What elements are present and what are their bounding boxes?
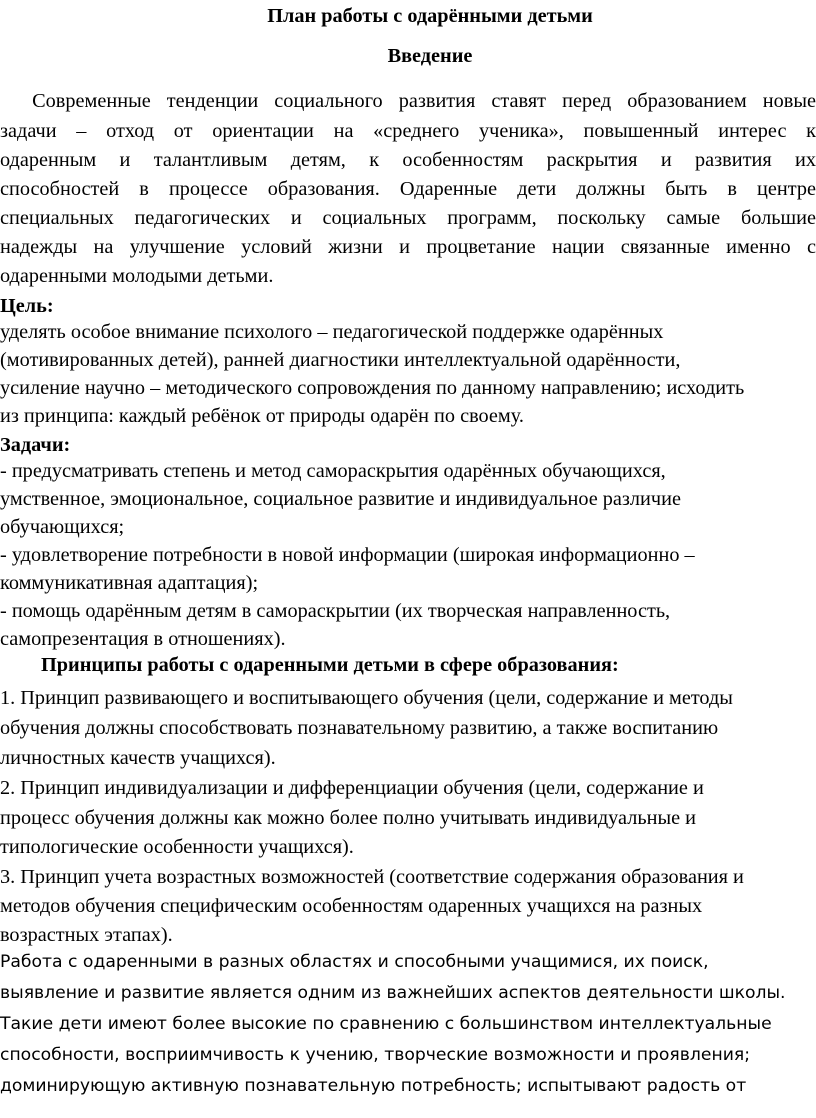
closing-line: выявление и развитие является одним из важнейших аспектов деятельности школы. bbox=[0, 983, 786, 1003]
principle-line: типологические особенности учащихся). bbox=[0, 836, 354, 858]
task-line: - помощь одарённым детям в самораскрытии (их творческая направленность, bbox=[0, 600, 671, 622]
intro-line: способностей в процессе образования. Одаренные дети должны быть в центре bbox=[0, 178, 816, 200]
goal-heading: Цель: bbox=[0, 295, 54, 317]
task-line: - удовлетворение потребности в новой информации (широкая информационно – bbox=[0, 544, 695, 566]
principle-line: 3. Принцип учета возрастных возможностей (соответствие содержания образования и bbox=[0, 866, 744, 888]
principle-line: 1. Принцип развивающего и воспитывающего обучения (цели, содержание и методы bbox=[0, 687, 733, 709]
intro-line: надежды на улучшение условий жизни и процветание нации связанные именно с bbox=[0, 236, 816, 258]
intro-line: специальных педагогических и социальных программ, поскольку самые большие bbox=[0, 207, 816, 229]
document-title: План работы с одарёнными детьми bbox=[267, 5, 593, 27]
closing-line: доминирующую активную познавательную потребность; испытывают радость от bbox=[0, 1076, 747, 1096]
intro-line: одаренным и талантливым детям, к особенностям раскрытия и развития их bbox=[0, 149, 816, 171]
principle-line: методов обучения специфическим особенностям одаренных учащихся на разных bbox=[0, 895, 703, 917]
goal-line: (мотивированных детей), ранней диагностики интеллектуальной одарённости, bbox=[0, 349, 681, 371]
goal-line: уделять особое внимание психолого – педагогической поддержке одарённых bbox=[0, 321, 664, 343]
intro-line: задачи – отход от ориентации на «среднего ученика», повышенный интерес к bbox=[0, 120, 816, 142]
principle-line: возрастных этапах). bbox=[0, 924, 173, 946]
task-line: самопрезентация в отношениях). bbox=[0, 628, 286, 650]
tasks-heading: Задачи: bbox=[0, 434, 71, 456]
task-line: умственное, эмоциональное, социальное развитие и индивидуальное различие bbox=[0, 488, 681, 510]
intro-line: одаренными молодыми детьми. bbox=[0, 265, 274, 287]
principle-line: личностных качеств учащихся). bbox=[0, 747, 276, 769]
task-line: коммуникативная адаптация); bbox=[0, 572, 259, 594]
closing-line: способности, восприимчивость к учению, творческие возможности и проявления; bbox=[0, 1045, 750, 1065]
principle-line: процесс обучения должны как можно более полно учитывать индивидуальные и bbox=[0, 807, 697, 829]
principle-line: 2. Принцип индивидуализации и дифференциации обучения (цели, содержание и bbox=[0, 777, 704, 799]
goal-line: из принципа: каждый ребёнок от природы одарён по своему. bbox=[0, 405, 524, 427]
intro-line: Современные тенденции социального развития ставят перед образованием новые bbox=[0, 90, 816, 112]
task-line: - предусматривать степень и метод самораскрытия одарённых обучающихся, bbox=[0, 460, 666, 482]
closing-line: Такие дети имеют более высокие по сравнению с большинством интеллектуальные bbox=[0, 1014, 772, 1034]
principle-line: обучения должны способствовать познавательному развитию, а также воспитанию bbox=[0, 717, 719, 739]
section-heading-introduction: Введение bbox=[387, 45, 473, 67]
goal-line: усиление научно – методического сопровождения по данному направлению; исходить bbox=[0, 377, 745, 399]
principles-heading: Принципы работы с одаренными детьми в сфере образования: bbox=[41, 654, 619, 676]
task-line: обучающихся; bbox=[0, 516, 125, 538]
closing-line: Работа с одаренными в разных областях и способными учащимися, их поиск, bbox=[0, 952, 709, 972]
